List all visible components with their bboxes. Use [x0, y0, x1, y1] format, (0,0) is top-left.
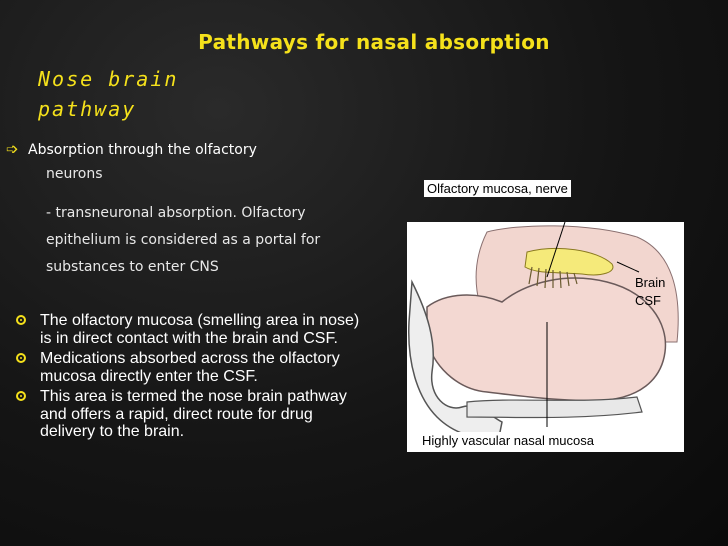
label-csf: CSF: [635, 293, 661, 308]
bullet-text: This area is termed the nose brain pathway and offers a rapid, direct route for drug delivery to the brain.: [40, 388, 347, 440]
arrow-list-item: [6, 138, 257, 161]
nasal-cavity: [427, 278, 665, 400]
slide-subtitle: [38, 64, 208, 124]
circle-bullet-icon: [16, 315, 26, 325]
nasal-anatomy-illustration: [407, 222, 684, 452]
bullet-text: The olfactory mucosa (smelling area in nose) is in direct contact with the brain and CSF.: [40, 312, 360, 347]
bullet-item: [16, 388, 366, 441]
palate: [467, 397, 642, 418]
subtitle-line-2: pathway: [38, 97, 137, 121]
arrow-right-icon: ➩: [6, 140, 19, 158]
bullet-item: [16, 312, 366, 347]
detail-line-3: substances to enter CNS: [46, 259, 219, 275]
bullet-text: Medications absorbed across the olfactory mucosa directly enter the CSF.: [40, 350, 340, 385]
detail-line-1: - transneuronal absorption. Olfactory: [46, 205, 306, 221]
slide-title: Pathways for nasal absorption: [198, 30, 550, 54]
label-vascular-mucosa: Highly vascular nasal mucosa: [419, 432, 597, 449]
bullet-list: [16, 312, 366, 444]
circle-bullet-icon: [16, 353, 26, 363]
bullet-item: [16, 350, 366, 385]
arrow-item-text-line2: neurons: [46, 166, 103, 182]
nasal-anatomy-figure: [407, 222, 684, 452]
circle-bullet-icon: [16, 391, 26, 401]
label-brain: Brain: [635, 275, 666, 290]
label-olfactory-mucosa: Olfactory mucosa, nerve: [424, 180, 571, 197]
detail-line-2: epithelium is considered as a portal for: [46, 232, 321, 248]
arrow-item-text-line1: Absorption through the olfactory: [28, 142, 257, 158]
subtitle-line-1: Nose brain: [38, 67, 179, 91]
